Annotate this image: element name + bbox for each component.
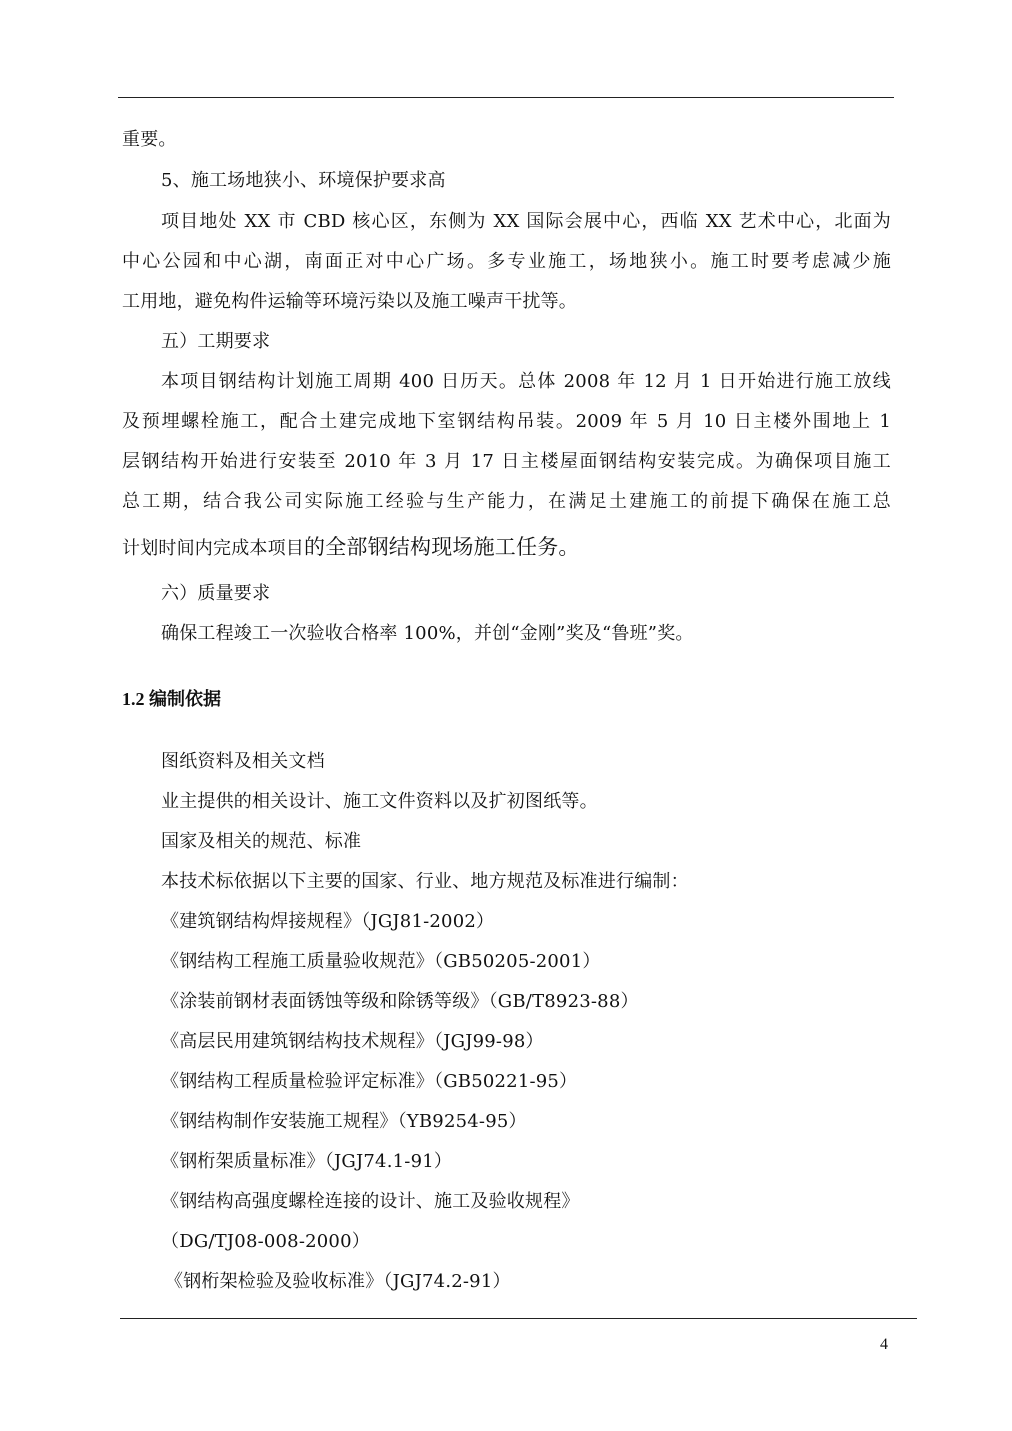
subheading-line: 5、施工场地狭小、环境保护要求高 <box>161 170 446 191</box>
standard-item: 《钢桁架质量标准》（JGJ74.1-91） <box>161 1151 453 1172</box>
standard-item: 《钢结构工程施工质量验收规范》（GB50205-2001） <box>161 951 601 972</box>
page-number: 4 <box>880 1336 888 1353</box>
subheading-line: 五）工期要求 <box>161 331 271 352</box>
body-line: 总工期，结合我公司实际施工经验与生产能力，在满足土建施工的前提下确保在施工总 <box>122 491 891 512</box>
standard-item: 《钢结构高强度螺栓连接的设计、施工及验收规程》 <box>161 1191 580 1212</box>
section-heading: 1.2 编制依据 <box>122 689 221 709</box>
standard-item: （DG/TJ08-008-2000） <box>161 1231 370 1252</box>
basis-line: 本技术标依据以下主要的国家、行业、地方规范及标准进行编制： <box>161 871 689 892</box>
body-line: 及预埋螺栓施工，配合土建完成地下室钢结构吊装。2009 年 5 月 10 日主楼外围地上 1 <box>122 411 891 432</box>
basis-line: 业主提供的相关设计、施工文件资料以及扩初图纸等。 <box>161 791 598 812</box>
header-rule <box>118 97 894 98</box>
body-line-part: 计划时间内完成本项目 <box>122 538 304 559</box>
standard-item: 《建筑钢结构焊接规程》（JGJ81-2002） <box>161 911 495 932</box>
body-line: 重要。 <box>122 129 177 150</box>
standard-item: 《钢结构制作安装施工规程》（YB9254-95） <box>161 1111 527 1132</box>
body-line: 项目地处 XX 市 CBD 核心区，东侧为 XX 国际会展中心，西临 XX 艺术中心，北面为 <box>161 211 891 232</box>
body-line: 工用地，避免构件运输等环境污染以及施工噪声干扰等。 <box>122 291 577 312</box>
standard-item: 《钢桁架检验及验收标准》（JGJ74.2-91） <box>165 1271 511 1292</box>
subheading-line: 六）质量要求 <box>161 583 271 604</box>
body-line: 确保工程竣工一次验收合格率 100%，并创“金刚”奖及“鲁班”奖。 <box>161 623 694 644</box>
footer-rule <box>120 1318 917 1319</box>
standard-item: 《涂装前钢材表面锈蚀等级和除锈等级》（GB/T8923-88） <box>161 991 639 1012</box>
body-line-part-large: 的全部钢结构现场施工任务。 <box>304 535 580 559</box>
body-line: 层钢结构开始进行安装至 2010 年 3 月 17 日主楼屋面钢结构安装完成。为确保项目施工 <box>122 451 891 472</box>
body-line: 本项目钢结构计划施工周期 400 日历天。总体 2008 年 12 月 1 日开始进行施工放线 <box>161 371 891 392</box>
standard-item: 《高层民用建筑钢结构技术规程》（JGJ99-98） <box>161 1031 544 1052</box>
standard-item: 《钢结构工程质量检验评定标准》（GB50221-95） <box>161 1071 578 1092</box>
body-line <box>122 535 580 561</box>
body-line: 中心公园和中心湖，南面正对中心广场。多专业施工，场地狭小。施工时要考虑减少施 <box>122 251 891 272</box>
basis-line: 国家及相关的规范、标准 <box>161 831 362 852</box>
basis-line: 图纸资料及相关文档 <box>161 751 325 772</box>
